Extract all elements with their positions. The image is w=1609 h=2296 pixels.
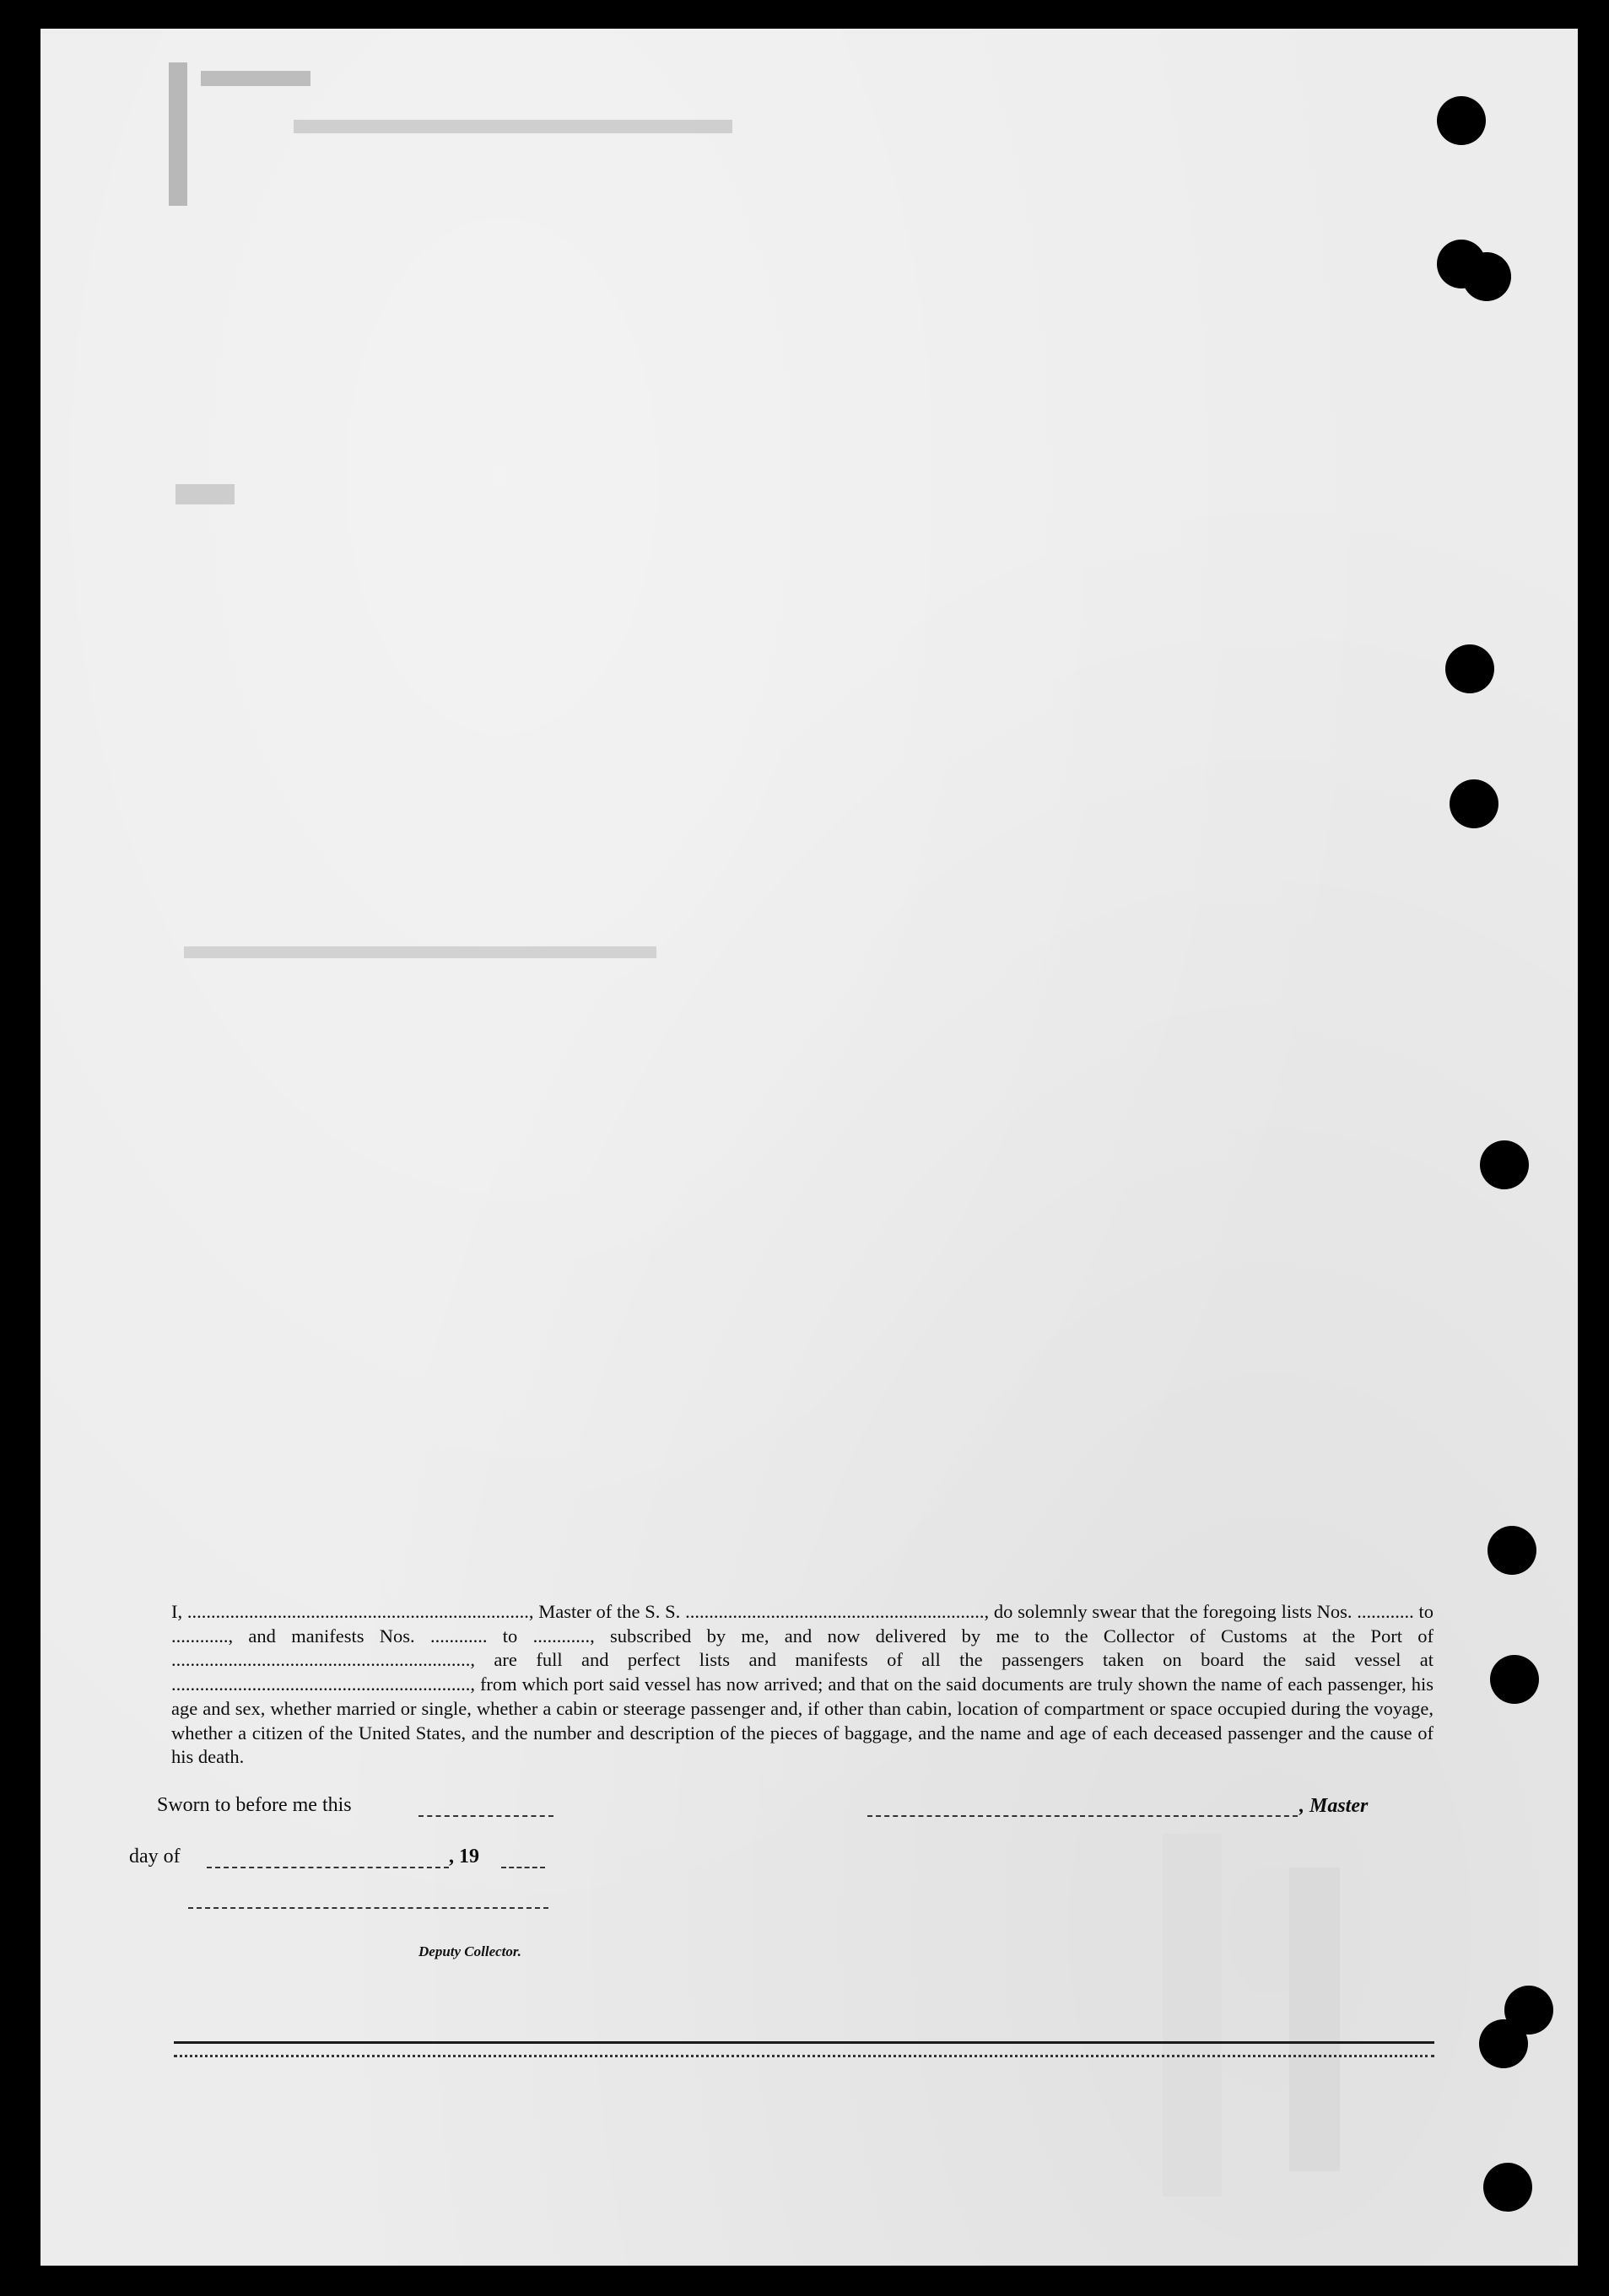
- bottom-dotted-rule: [174, 2055, 1434, 2057]
- bottom-solid-rule: [174, 2041, 1434, 2044]
- punch-hole: [1480, 1140, 1529, 1189]
- oath-text: I, ........................................................................, Master of the S. S. ..............................................................., do solemnly swear that the foregoing lists Nos. ............ to ............, and manifests Nos. ............ to ............, subscribed by me, and now delivered by me to the Collector of Customs at the Port of ..............................................................., are full and perfect lists and manifests of all the passengers taken on board the said vessel at ..............................................................., from which port said vessel has now arrived; and that on the said documents are truly shown the name of each passenger, his age and sex, whether married or single, whether a cabin or steerage passenger and, if other than cabin, location of compartment or space occupied during the voyage, whether a citizen of the United States, and the number and description of the pieces of baggage, and the name and age of each deceased passenger and the cause of his death.: [171, 1601, 1434, 1768]
- punch-hole: [1445, 644, 1494, 693]
- year-line: [501, 1867, 545, 1868]
- bleed-through-mark: [169, 62, 187, 206]
- master-signature-line: [867, 1815, 1298, 1817]
- master-label: , Master: [1299, 1795, 1369, 1817]
- bleed-through-mark: [184, 946, 656, 958]
- year-label: , 19: [449, 1846, 479, 1868]
- deputy-collector-line: [188, 1907, 548, 1909]
- punch-hole: [1450, 779, 1498, 828]
- punch-hole: [1483, 2163, 1532, 2212]
- sworn-label: Sworn to before me this: [157, 1794, 352, 1816]
- bleed-through-mark: [1163, 1834, 1222, 2196]
- bleed-through-mark: [294, 120, 732, 133]
- sworn-date-line: [418, 1815, 553, 1817]
- punch-hole: [1490, 1655, 1539, 1704]
- master-oath-paragraph: [171, 1600, 1434, 1770]
- manifest-page: [40, 29, 1578, 2266]
- day-of-label: day of: [129, 1846, 181, 1868]
- bleed-through-mark: [1289, 1868, 1340, 2171]
- punch-hole: [1479, 2019, 1528, 2068]
- punch-hole: [1462, 252, 1511, 301]
- day-of-line: [207, 1867, 449, 1868]
- punch-hole: [1437, 96, 1486, 145]
- bleed-through-mark: [175, 484, 235, 504]
- bleed-through-mark: [201, 71, 310, 86]
- deputy-collector-label: Deputy Collector.: [418, 1943, 521, 1959]
- punch-hole: [1488, 1526, 1536, 1575]
